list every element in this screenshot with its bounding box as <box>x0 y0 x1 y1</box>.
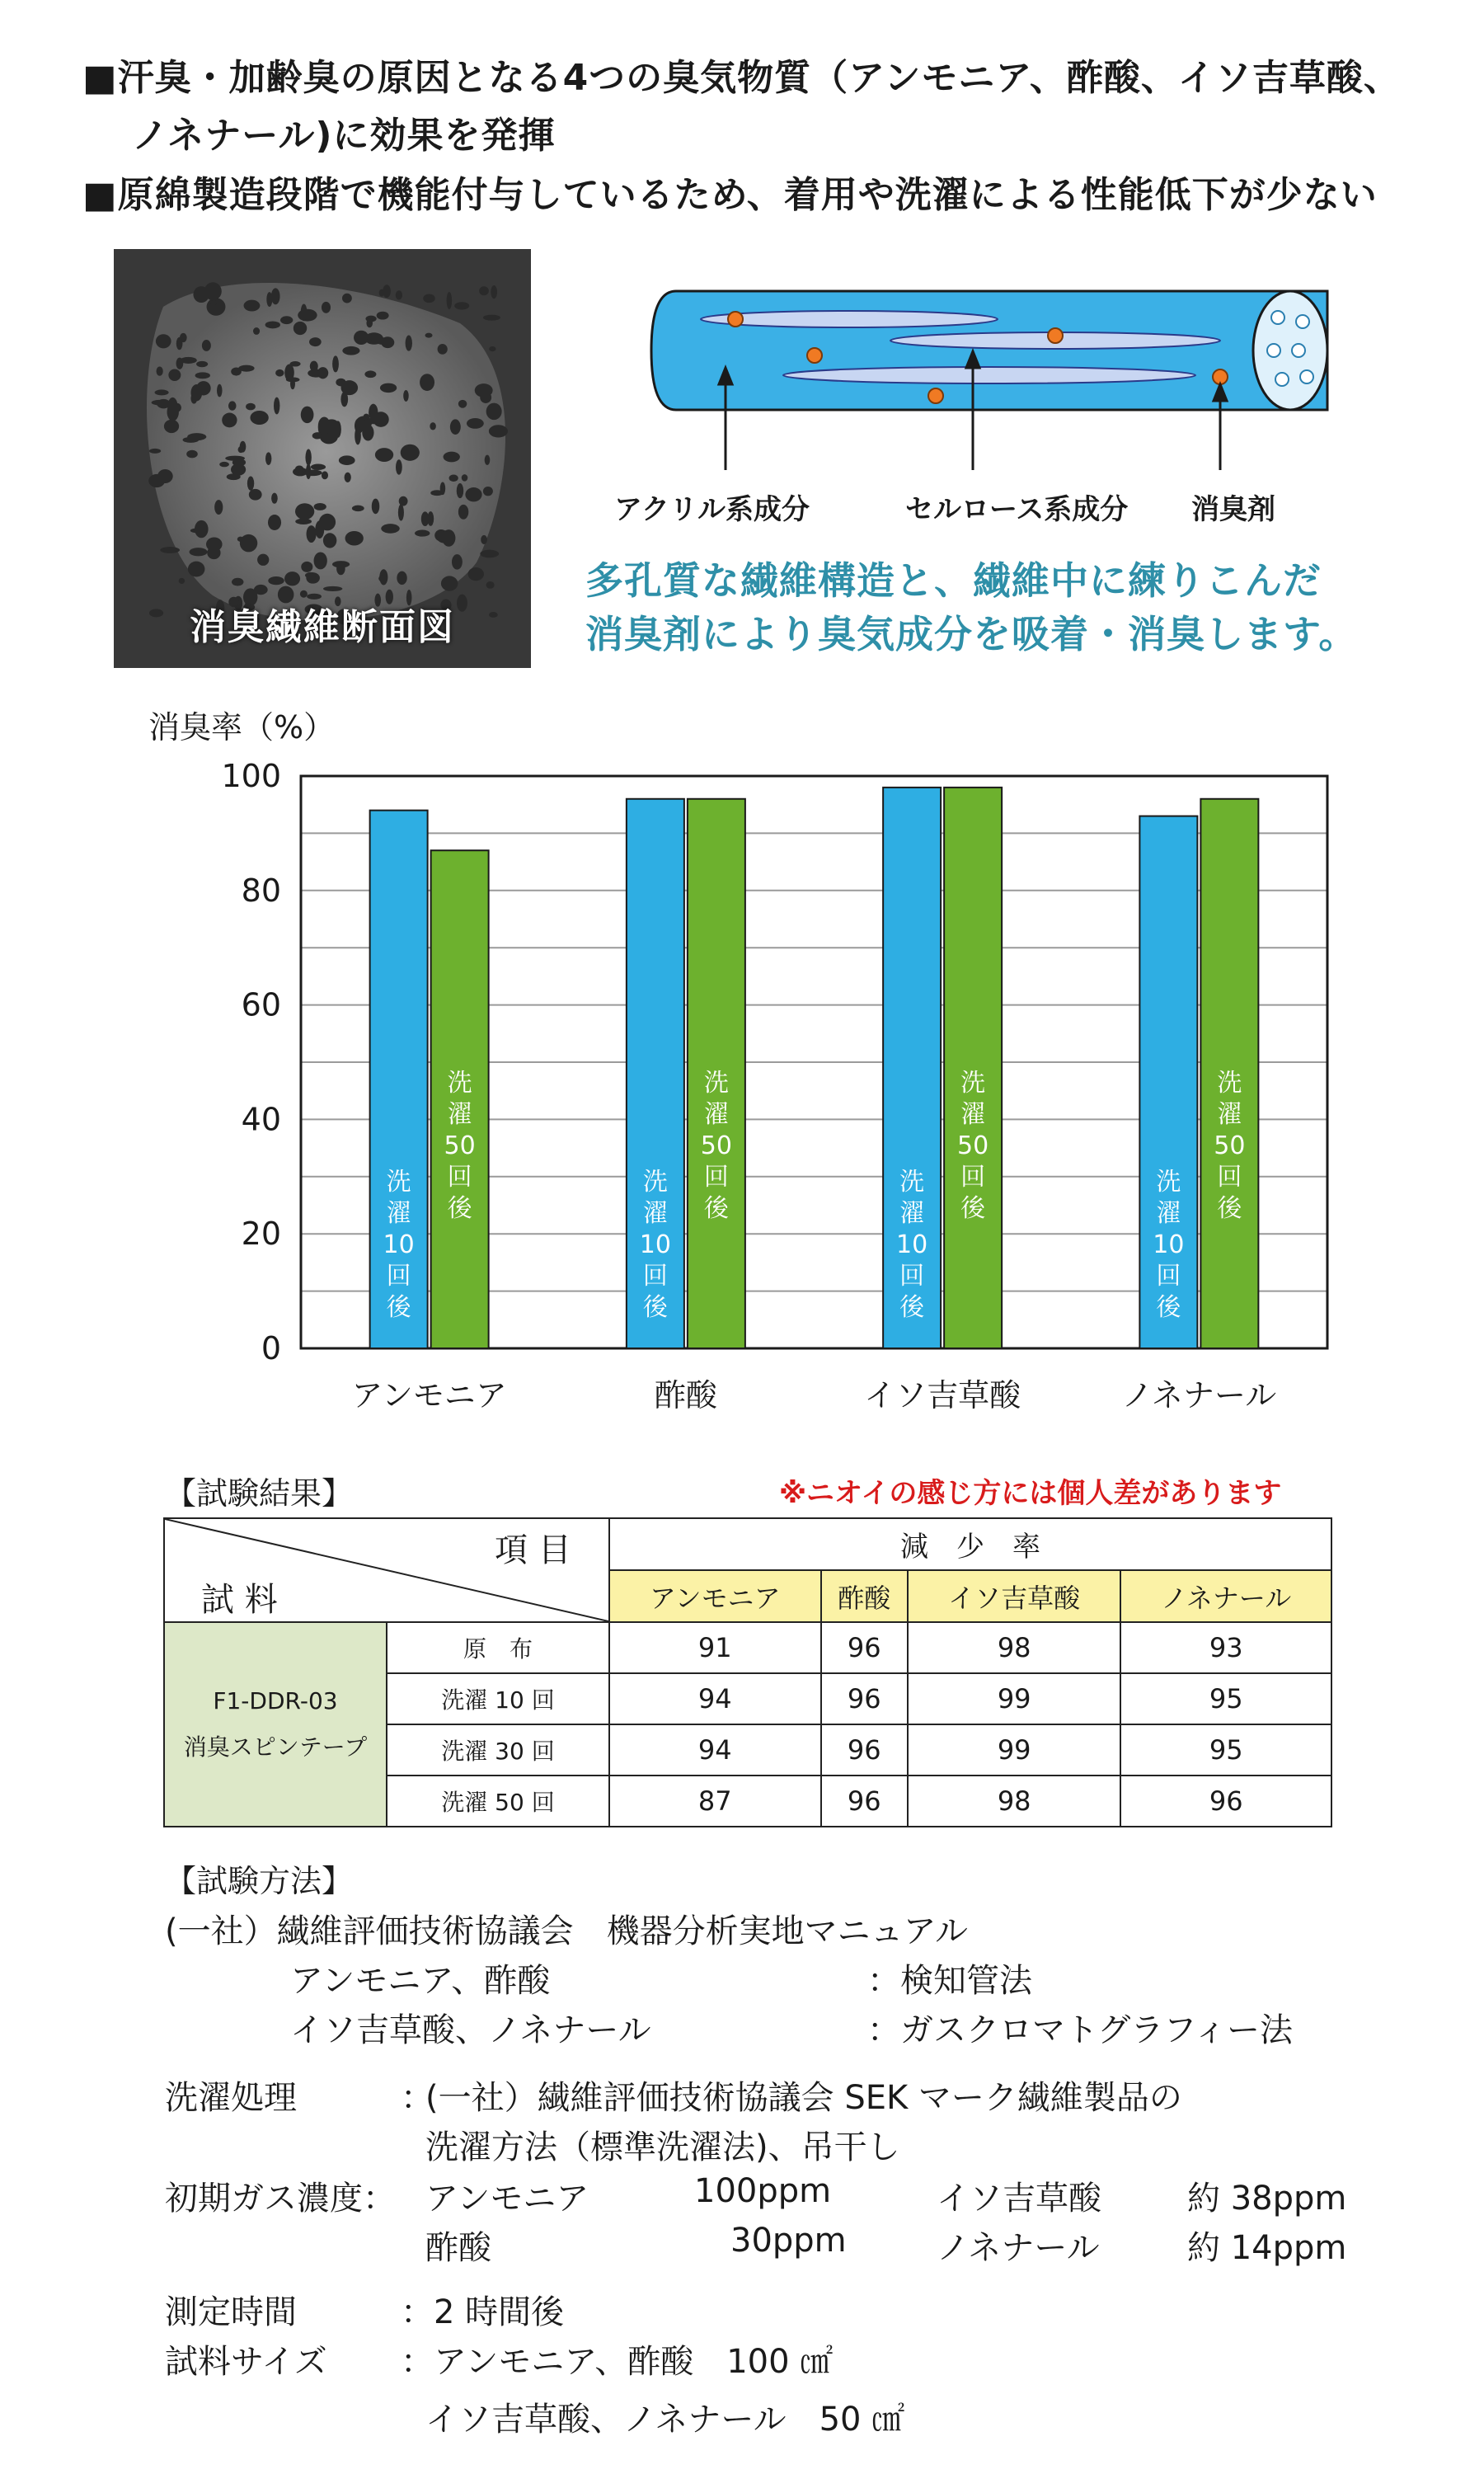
bar-label-char: 回 <box>703 1163 729 1192</box>
label-deodorant: 消臭剤 <box>1191 493 1275 526</box>
pore <box>398 504 404 520</box>
label-cellulose: セルロース系成分 <box>905 493 1129 526</box>
pore <box>381 524 399 534</box>
value-cell: 87 <box>609 1776 821 1827</box>
sample-code: F1-DDR-03 <box>213 1687 338 1714</box>
pore <box>312 432 323 439</box>
pore <box>366 418 383 425</box>
pore <box>491 285 497 299</box>
pore <box>307 525 317 543</box>
pore <box>314 503 326 510</box>
pore <box>345 531 364 546</box>
pore <box>323 533 336 548</box>
photo-caption: 消臭繊維断面図 <box>190 606 455 648</box>
pore <box>367 333 372 341</box>
pore <box>465 487 481 501</box>
pore <box>479 286 489 295</box>
cond-cell: 原 布 <box>387 1622 609 1673</box>
pore <box>152 400 167 405</box>
pore <box>485 455 491 465</box>
pore <box>225 456 245 461</box>
bar-label-char: 後 <box>386 1293 411 1322</box>
cond-cell: 洗濯 50 回 <box>387 1776 609 1827</box>
pore <box>301 407 314 423</box>
pore <box>399 496 408 506</box>
x-category-label: ノネナール <box>1121 1377 1277 1413</box>
y-tick-label: 40 <box>241 1101 281 1138</box>
results-table <box>163 1517 1332 1827</box>
pore <box>406 336 412 351</box>
value-cell: 94 <box>609 1673 821 1724</box>
pore <box>383 285 391 298</box>
value-cell: 98 <box>908 1622 1121 1673</box>
pore <box>265 452 271 465</box>
bar-label-char: 50 <box>957 1131 989 1160</box>
cond-cell: 洗濯 30 回 <box>387 1724 609 1776</box>
pore <box>222 413 237 428</box>
size-label: 試料サイズ <box>165 2343 327 2381</box>
pore <box>196 361 208 367</box>
bar-label-char: 回 <box>642 1262 668 1291</box>
value-cell: 95 <box>1120 1724 1331 1776</box>
pore <box>441 576 458 590</box>
pore <box>332 355 339 372</box>
pore <box>322 302 331 313</box>
bar-label-char: 洗 <box>703 1069 729 1098</box>
pore <box>247 476 254 490</box>
blurb-line-2: 消臭剤により臭気成分を吸着・消臭します。 <box>585 612 1358 656</box>
sample-name-cell <box>164 1622 387 1827</box>
gas-a-name: アンモニア <box>425 2180 589 2218</box>
pore <box>415 530 430 537</box>
pore <box>207 298 226 316</box>
bar-label-char: 後 <box>960 1194 986 1223</box>
pore <box>366 318 373 327</box>
pore <box>268 515 281 530</box>
value-cell: 99 <box>908 1673 1121 1724</box>
size-line-1: ：アンモニア、酢酸 100 ㎠ <box>401 2343 834 2381</box>
pore <box>275 369 284 377</box>
pore <box>295 519 312 524</box>
pore <box>249 489 262 501</box>
col-isovaleric-acid: イソ吉草酸 <box>908 1570 1121 1622</box>
bar-label-char: 洗 <box>960 1069 986 1098</box>
pore <box>420 374 434 391</box>
pore <box>157 367 163 376</box>
pore <box>305 449 311 466</box>
value-cell: 96 <box>1120 1776 1331 1827</box>
pore <box>355 427 361 445</box>
pore <box>186 450 198 459</box>
y-tick-label: 60 <box>241 986 281 1023</box>
pore <box>423 294 434 303</box>
pore <box>425 333 433 338</box>
bar-wash50 <box>944 788 1002 1348</box>
pore <box>449 475 458 482</box>
pore <box>458 505 468 520</box>
pore <box>183 437 200 443</box>
pore <box>155 389 169 395</box>
pore <box>240 534 257 552</box>
pore <box>219 462 229 467</box>
value-cell: 95 <box>1120 1673 1331 1724</box>
headline-3: ■原綿製造段階で機能付与しているため、着用や洗濯による性能低下が少ない <box>82 174 1378 216</box>
pore <box>438 344 448 355</box>
y-tick-label: 80 <box>241 872 281 909</box>
pore <box>228 401 237 410</box>
bar-label-char: 濯 <box>447 1100 472 1129</box>
sample-product: 消臭スピンテープ <box>183 1733 368 1761</box>
gas-d-name: ノネナール <box>937 2229 1100 2267</box>
gas-label: 初期ガス濃度： <box>165 2180 396 2218</box>
bar-label-char: 後 <box>703 1194 729 1223</box>
pore <box>311 463 326 470</box>
wash-colon: ： <box>401 2079 434 2117</box>
pore <box>427 511 434 526</box>
bar-label-char: 後 <box>1156 1293 1181 1322</box>
bar-label-char: 10 <box>639 1230 671 1259</box>
x-category-label: 酢酸 <box>654 1377 717 1413</box>
pore <box>195 520 209 538</box>
method-source: (一社）繊維評価技術協議会 機器分析実地マニュアル <box>165 1912 969 1950</box>
pore <box>450 419 461 435</box>
pore <box>378 575 387 581</box>
method-2-method: ：ガスクロマトグラフィー法 <box>867 2011 1293 2049</box>
gas-c-value: 30ppm <box>730 2222 847 2260</box>
pore <box>336 562 345 575</box>
pore <box>206 537 223 551</box>
pore <box>176 358 184 369</box>
value-cell: 96 <box>821 1776 908 1827</box>
pore <box>375 448 393 462</box>
blurb-line-1: 多孔質な繊維構造と、繊維中に練りこんだ <box>585 558 1322 603</box>
col-acetic-acid: 酢酸 <box>821 1570 908 1622</box>
pore <box>149 449 161 454</box>
bar-label-char: 濯 <box>1217 1100 1242 1129</box>
bar-label-char: 回 <box>960 1163 986 1192</box>
wash-line-1: (一社）繊維評価技術協議会 SEK マーク繊維製品の <box>425 2079 1182 2117</box>
pore <box>342 294 352 303</box>
pore <box>246 403 256 411</box>
value-cell: 94 <box>609 1724 821 1776</box>
pore <box>462 474 468 482</box>
pore <box>160 547 180 553</box>
pore <box>210 300 216 305</box>
fiber-pointer-arrows <box>643 346 1352 478</box>
pore <box>457 483 464 498</box>
bar-label-char: 洗 <box>447 1069 472 1098</box>
pore <box>310 361 318 372</box>
bar-label-char: 回 <box>1156 1262 1181 1291</box>
wash-label: 洗濯処理 <box>165 2079 297 2117</box>
fiber-cross-section-photo <box>114 249 531 668</box>
pore <box>237 537 244 542</box>
pore <box>401 444 420 461</box>
bar-label-char: 濯 <box>703 1100 729 1129</box>
pore <box>486 581 495 589</box>
deodorization-chart <box>124 697 1360 1423</box>
bar-label-char: 10 <box>896 1230 928 1259</box>
pore <box>265 321 280 328</box>
x-category-label: イソ吉草酸 <box>864 1377 1021 1413</box>
pore <box>164 420 179 433</box>
pore <box>274 397 279 415</box>
time-label: 測定時間 <box>165 2293 297 2331</box>
label-acrylic: アクリル系成分 <box>614 493 810 526</box>
value-cell: 91 <box>609 1622 821 1673</box>
pore <box>271 288 280 304</box>
pore <box>284 571 300 586</box>
pore <box>294 322 307 335</box>
pore <box>179 578 185 584</box>
cond-cell: 洗濯 10 回 <box>387 1673 609 1724</box>
pore <box>315 520 324 539</box>
pore <box>231 367 242 375</box>
value-cell: 93 <box>1120 1622 1331 1673</box>
pore <box>301 304 308 322</box>
pore <box>196 381 211 395</box>
bar-label-char: 50 <box>700 1131 732 1160</box>
bar-label-char: 10 <box>383 1230 415 1259</box>
pore <box>489 346 495 351</box>
pore <box>452 554 463 570</box>
pore <box>231 463 246 476</box>
pore <box>314 552 327 569</box>
pore <box>396 290 402 299</box>
bar-label-char: 濯 <box>960 1100 986 1129</box>
pore <box>489 425 508 437</box>
pore <box>148 474 165 487</box>
x-category-label: アンモニア <box>351 1377 507 1413</box>
bar-label-char: 後 <box>1217 1194 1242 1223</box>
gas-d-value: 約 14ppm <box>1187 2229 1347 2267</box>
bar-label-char: 10 <box>1153 1230 1185 1259</box>
pore <box>339 455 355 465</box>
bar-label-char: 濯 <box>899 1199 925 1228</box>
y-tick-label: 100 <box>221 758 281 794</box>
wash-line-2: 洗濯方法（標準洗濯法)、吊干し <box>425 2128 900 2166</box>
headline-1: ■汗臭・加齢臭の原因となる4つの臭気物質（アンモニア、酢酸、イソ吉草酸、 <box>82 57 1401 99</box>
pore <box>437 530 452 543</box>
pore <box>195 372 210 379</box>
value-cell: 96 <box>821 1673 908 1724</box>
pore <box>286 377 300 382</box>
bar-label-char: 濯 <box>386 1199 411 1228</box>
pore <box>364 370 376 378</box>
pore <box>467 418 484 429</box>
pore <box>483 315 500 321</box>
pore <box>397 571 406 586</box>
col-nonenal: ノネナール <box>1120 1570 1331 1622</box>
header-reduction-rate: 減 少 率 <box>609 1518 1331 1570</box>
bar-label-char: 後 <box>447 1194 472 1223</box>
pore <box>217 384 223 397</box>
pore <box>156 334 171 348</box>
y-tick-label: 0 <box>261 1330 281 1366</box>
pore <box>306 464 311 480</box>
value-cell: 98 <box>908 1776 1121 1827</box>
bar-label-char: 50 <box>1214 1131 1246 1160</box>
pore <box>483 487 493 496</box>
pore <box>322 471 328 479</box>
pore <box>298 309 317 322</box>
gas-c-name: 酢酸 <box>425 2229 491 2267</box>
gas-a-value: 100ppm <box>694 2172 832 2210</box>
pore <box>305 572 317 578</box>
pore <box>202 340 211 351</box>
pore <box>447 292 453 309</box>
pore <box>257 554 269 566</box>
time-value: ：2 時間後 <box>401 2293 565 2331</box>
col-ammonia: アンモニア <box>609 1570 821 1622</box>
pore <box>309 337 322 346</box>
value-cell: 99 <box>908 1724 1121 1776</box>
pore <box>250 411 268 425</box>
pore <box>193 286 209 303</box>
bar-label-char: 濯 <box>1156 1199 1181 1228</box>
y-axis-label: 消臭率（%） <box>148 709 336 745</box>
pore <box>468 567 484 581</box>
method-2-target: イソ吉草酸、ノネナール <box>290 2011 651 2049</box>
pore <box>486 403 502 421</box>
pore <box>403 390 409 402</box>
y-tick-label: 20 <box>241 1216 281 1253</box>
pore <box>318 416 330 434</box>
pore <box>454 302 469 309</box>
bar-label-char: 後 <box>899 1293 925 1322</box>
pore <box>458 400 467 408</box>
pore <box>295 503 314 520</box>
bar-label-char: 回 <box>899 1262 925 1291</box>
bar-label-char: 濯 <box>642 1199 668 1228</box>
bar-label-char: 洗 <box>386 1168 411 1197</box>
pore <box>345 473 351 482</box>
pore <box>268 576 284 585</box>
individual-difference-notice: ※ニオイの感じ方には個人差があります <box>779 1477 1282 1510</box>
pore <box>188 562 205 577</box>
results-title: 【試験結果】 <box>165 1475 354 1512</box>
pore <box>372 499 379 515</box>
value-cell: 96 <box>821 1622 908 1673</box>
pore <box>214 500 223 515</box>
pore <box>396 459 402 474</box>
pore <box>301 562 312 572</box>
pore <box>430 422 436 430</box>
pore <box>440 482 446 495</box>
pore <box>377 312 389 320</box>
header-sample: 試 料 <box>201 1581 278 1619</box>
table-corner-cell <box>164 1518 609 1622</box>
gas-b-value: 約 38ppm <box>1187 2180 1347 2218</box>
gas-b-name: イソ吉草酸 <box>937 2180 1101 2218</box>
bar-label-char: 回 <box>386 1262 411 1291</box>
size-line-2: イソ吉草酸、ノネナール 50 ㎠ <box>425 2401 905 2439</box>
pore <box>295 466 303 473</box>
pore <box>280 316 293 324</box>
method-title: 【試験方法】 <box>165 1863 354 1899</box>
bar-label-char: 洗 <box>899 1168 925 1197</box>
pore <box>189 548 207 556</box>
pore <box>352 506 364 511</box>
bar-label-char: 回 <box>447 1163 472 1192</box>
bar-label-char: 洗 <box>1217 1069 1242 1098</box>
pore <box>244 300 261 312</box>
pore <box>238 446 244 453</box>
pore <box>253 327 260 335</box>
pore <box>176 337 183 350</box>
pore <box>341 380 359 395</box>
bar-label-char: 回 <box>1217 1163 1242 1192</box>
method-1-method: ：検知管法 <box>867 1962 1032 2000</box>
pore <box>481 535 487 544</box>
pore <box>475 383 493 397</box>
pore <box>323 586 342 591</box>
pore <box>168 369 181 381</box>
pore <box>480 550 499 558</box>
pore <box>342 346 359 355</box>
bar-label-char: 後 <box>642 1293 668 1322</box>
headline-2: ノネナール)に効果を発揮 <box>132 115 556 157</box>
header-item: 項 目 <box>495 1531 571 1569</box>
pore <box>362 425 373 441</box>
bar-label-char: 洗 <box>642 1168 668 1197</box>
bar-label-char: 洗 <box>1156 1168 1181 1197</box>
bar-label-char: 50 <box>444 1131 476 1160</box>
value-cell: 96 <box>821 1724 908 1776</box>
pore <box>271 493 278 504</box>
pore <box>444 452 460 463</box>
pore <box>232 578 243 586</box>
pore <box>380 383 397 393</box>
method-1-target: アンモニア、酢酸 <box>290 1962 551 2000</box>
